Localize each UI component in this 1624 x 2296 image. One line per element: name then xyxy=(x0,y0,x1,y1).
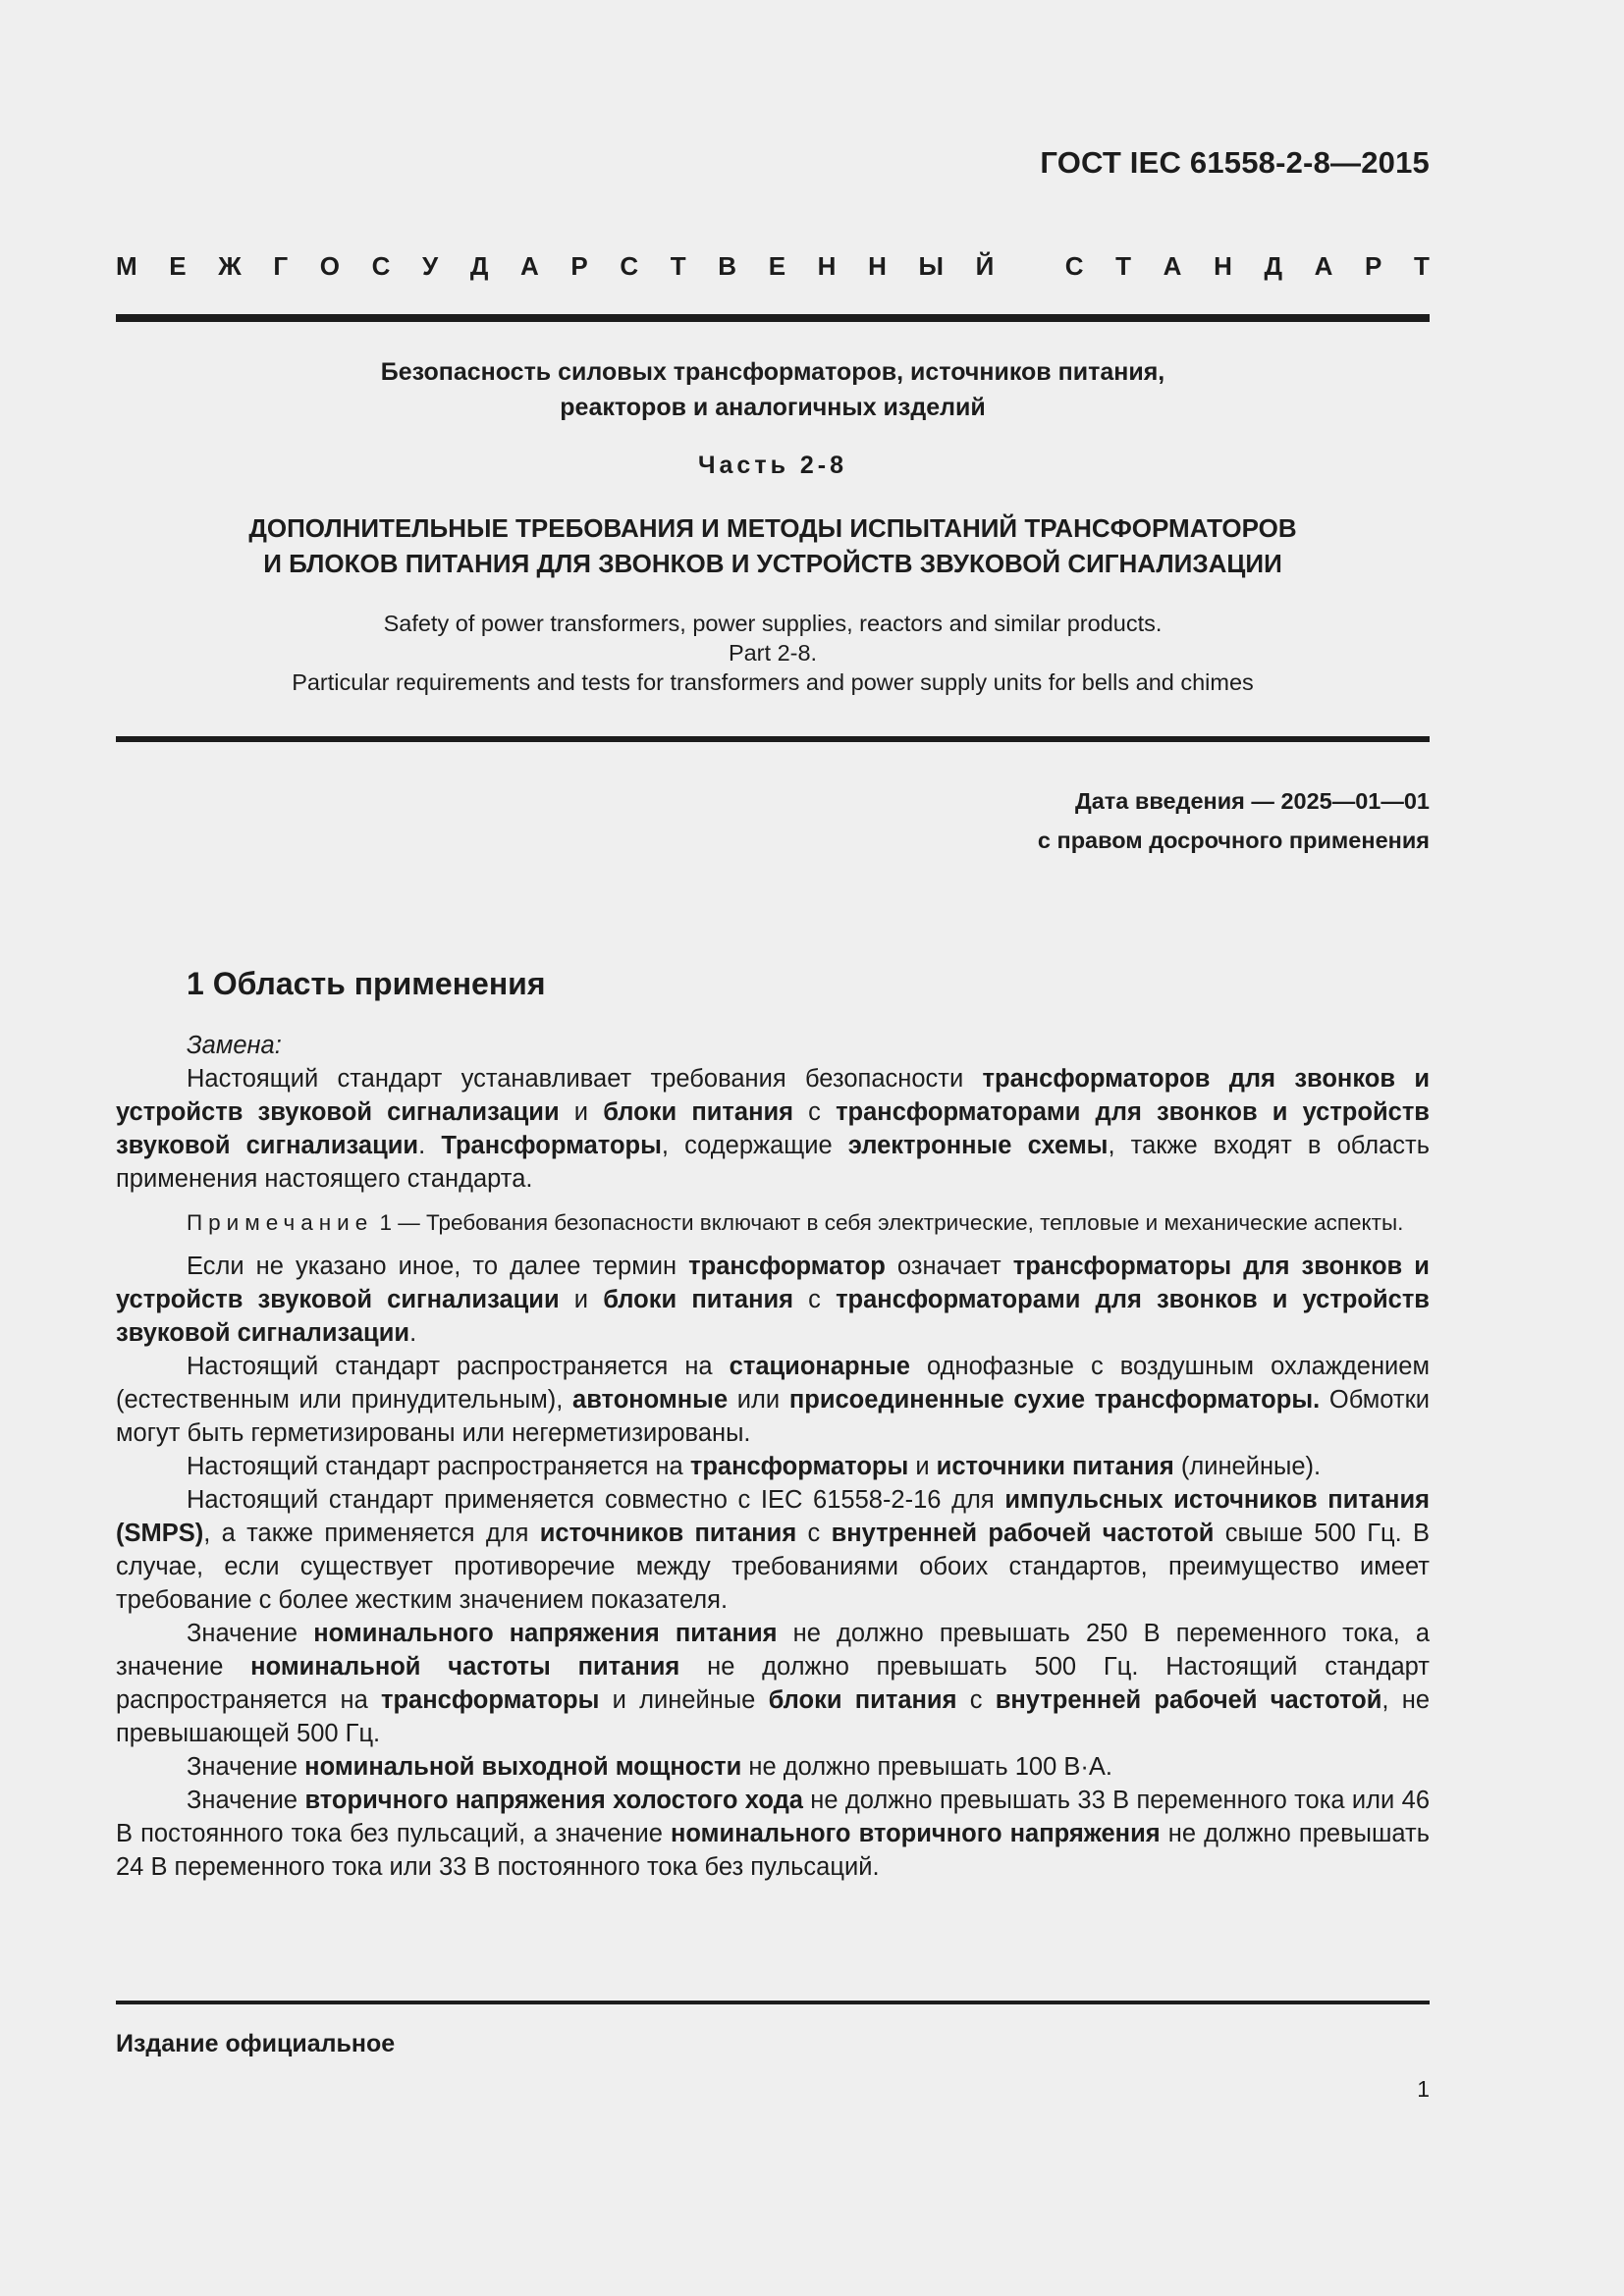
heading-letter: С xyxy=(371,251,391,281)
title-caps xyxy=(116,510,1430,581)
heading-letter: Т xyxy=(670,251,686,281)
heading-letter: Н xyxy=(868,251,887,281)
bold-term: блоки питания xyxy=(603,1286,794,1313)
official-edition-label: Издание официальное xyxy=(116,2030,396,2057)
text-run: с xyxy=(793,1098,837,1126)
paragraph-5 xyxy=(116,1483,1430,1617)
paragraph-6 xyxy=(116,1617,1430,1750)
heading-letter: Р xyxy=(570,251,588,281)
bold-term: Трансформаторы xyxy=(441,1132,662,1159)
bold-term: трансформаторы для звонков и устройств звуковой сигнализации xyxy=(116,1253,1430,1313)
bold-term: внутренней рабочей частотой xyxy=(995,1686,1382,1714)
bold-term: номинальной частоты питания xyxy=(250,1653,680,1681)
bold-term: номинального напряжения питания xyxy=(313,1620,778,1647)
note-label: Примечание xyxy=(187,1210,374,1235)
bold-term: вторичного напряжения холостого хода xyxy=(304,1787,803,1814)
title-russian xyxy=(116,354,1430,425)
text-run: не должно превышать 500 Гц. Настоящий стандарт распространяется на xyxy=(116,1653,1430,1714)
title-en-line-3: Particular requirements and tests for transformers and power supply units for bells and chimes xyxy=(292,669,1254,695)
heading-letter: М xyxy=(116,251,137,281)
text-run: с xyxy=(956,1686,996,1714)
title-en-line-1: Safety of power transformers, power supplies, reactors and similar products. xyxy=(383,611,1163,636)
paragraph-4 xyxy=(116,1450,1430,1483)
text-run: не должно превышать 33 В переменного тока или 46 В постоянного тока без пульсаций, а значение xyxy=(116,1787,1431,1847)
bold-term: номинальной выходной мощности xyxy=(304,1753,742,1781)
bold-term: импульсных источников питания (SMPS) xyxy=(116,1486,1431,1547)
text-run: Настоящий стандарт устанавливает требования безопасности xyxy=(187,1065,983,1093)
bold-term: источников питания xyxy=(539,1520,797,1547)
heading-letter: Т xyxy=(1414,251,1430,281)
text-run: Значение xyxy=(187,1787,305,1814)
heading-letter: Ы xyxy=(918,251,944,281)
text-run: , а также применяется для xyxy=(203,1520,540,1547)
title-ru-line-1: Безопасность силовых трансформаторов, источников питания, xyxy=(380,358,1165,386)
bold-term: номинального вторичного напряжения xyxy=(671,1820,1161,1847)
text-run: Настоящий стандарт распространяется на xyxy=(187,1453,690,1480)
header-rule xyxy=(116,314,1430,322)
heading-letter xyxy=(1026,251,1033,282)
text-run: однофазные с воздушным охлаждением (естественным или принудительным), xyxy=(116,1353,1430,1414)
note-text: 1 — Требования безопасности включают в себя электрические, тепловые и механические аспекты. xyxy=(373,1210,1404,1235)
heading-letter: Н xyxy=(1214,251,1232,281)
bold-term: трансформаторами для звонков и устройств звуковой сигнализации xyxy=(116,1286,1430,1347)
bold-term: присоединенные сухие трансформаторы. xyxy=(788,1386,1321,1414)
text-run: Если не указано иное, то далее термин xyxy=(187,1253,689,1280)
heading-letter: Ж xyxy=(218,251,242,281)
heading-letter: Т xyxy=(1115,251,1132,281)
heading-letter: А xyxy=(1314,251,1333,281)
text-run: не должно превышать 24 В переменного тока или 33 В постоянного тока без пульсаций. xyxy=(116,1820,1431,1881)
paragraph-8 xyxy=(116,1784,1430,1884)
text-run: означает xyxy=(885,1253,1013,1280)
bold-term: автономные xyxy=(572,1386,729,1414)
standard-number: ГОСТ IEC 61558-2-8—2015 xyxy=(1040,145,1430,180)
heading-letter: В xyxy=(718,251,737,281)
section-title: 1 Область применения xyxy=(187,966,546,1001)
heading-letter: О xyxy=(319,251,340,281)
heading-letter: С xyxy=(620,251,639,281)
text-run: не должно превышать 100 В·А. xyxy=(741,1753,1112,1781)
introduction-dates xyxy=(1038,781,1430,860)
text-run: свыше 500 Гц. В случае, если существует противоречие между требованиями обоих стандартов, преимущество имеет требование с более жестким значением показателя. xyxy=(116,1520,1430,1614)
text-run: , содержащие xyxy=(661,1132,848,1159)
part-number: Часть 2-8 xyxy=(697,452,848,479)
section-body xyxy=(116,1029,1430,1884)
text-run: и xyxy=(559,1098,604,1126)
text-run: с xyxy=(793,1286,837,1313)
interstate-standard-heading xyxy=(116,251,1430,282)
text-run: Настоящий стандарт применяется совместно с IEC 61558-2-16 для xyxy=(187,1486,1005,1514)
bold-term: трансформаторами для звонков и устройств звуковой сигнализации xyxy=(116,1098,1430,1159)
text-run: . xyxy=(409,1319,417,1347)
bold-term: блоки питания xyxy=(768,1686,957,1714)
heading-letter: У xyxy=(422,251,439,281)
title-caps-line-2: И БЛОКОВ ПИТАНИЯ ДЛЯ ЗВОНКОВ И УСТРОЙСТВ ЗВУКОВОЙ СИГНАЛИЗАЦИИ xyxy=(263,549,1282,578)
text-run: Обмотки могут быть герметизированы или негерметизированы. xyxy=(116,1386,1430,1447)
title-english xyxy=(116,609,1430,697)
heading-letter: Е xyxy=(768,251,786,281)
introduction-date: Дата введения — 2025—01—01 xyxy=(1074,788,1430,814)
text-run: Значение xyxy=(187,1620,314,1647)
text-run: или xyxy=(728,1386,789,1414)
text-run: и линейные xyxy=(599,1686,769,1714)
title-rule xyxy=(116,736,1430,742)
page-number: 1 xyxy=(1417,2076,1430,2102)
heading-letter: Д xyxy=(1264,251,1283,281)
title-caps-line-1: ДОПОЛНИТЕЛЬНЫЕ ТРЕБОВАНИЯ И МЕТОДЫ ИСПЫТАНИЙ ТРАНСФОРМАТОРОВ xyxy=(248,513,1297,543)
bold-term: трансформаторов для звонков и устройств звуковой сигнализации xyxy=(116,1065,1430,1126)
text-run: не должно превышать 250 В переменного тока, а значение xyxy=(116,1620,1431,1681)
heading-letter: Н xyxy=(817,251,837,281)
bold-term: внутренней рабочей частотой xyxy=(831,1520,1215,1547)
heading-letter: Й xyxy=(975,251,995,281)
bold-term: стационарные xyxy=(729,1353,910,1380)
heading-letter: Г xyxy=(273,251,289,281)
heading-letter: С xyxy=(1064,251,1084,281)
heading-letter: Р xyxy=(1365,251,1382,281)
text-run: . xyxy=(418,1132,442,1159)
footer-rule xyxy=(116,2001,1430,2004)
heading-letter: Е xyxy=(169,251,187,281)
replacement-label: Замена: xyxy=(187,1032,282,1059)
paragraph-7 xyxy=(116,1750,1430,1784)
heading-letter: А xyxy=(520,251,539,281)
paragraph-1 xyxy=(116,1062,1430,1196)
bold-term: электронные схемы xyxy=(847,1132,1109,1159)
text-run: и xyxy=(908,1453,937,1480)
text-run: Настоящий стандарт распространяется на xyxy=(187,1353,730,1380)
note-1 xyxy=(116,1207,1430,1238)
text-run: , также входят в область применения настоящего стандарта. xyxy=(116,1132,1431,1193)
title-ru-line-2: реакторов и аналогичных изделий xyxy=(560,394,986,421)
bold-term: трансформатор xyxy=(688,1253,886,1280)
bold-term: трансформаторы xyxy=(689,1453,909,1480)
title-en-line-2: Part 2-8. xyxy=(728,640,818,666)
text-run: и xyxy=(559,1286,604,1313)
bold-term: трансформаторы xyxy=(380,1686,600,1714)
bold-term: источники питания xyxy=(936,1453,1174,1480)
text-run: Значение xyxy=(187,1753,305,1781)
early-use-note: с правом досрочного применения xyxy=(1037,828,1430,853)
paragraph-2 xyxy=(116,1250,1430,1350)
heading-letter: А xyxy=(1163,251,1182,281)
text-run: (линейные). xyxy=(1173,1453,1322,1480)
heading-letter: Д xyxy=(469,251,489,281)
paragraph-3 xyxy=(116,1350,1430,1450)
bold-term: блоки питания xyxy=(603,1098,794,1126)
text-run: с xyxy=(796,1520,832,1547)
text-run: , не превышающей 500 Гц. xyxy=(116,1686,1430,1747)
